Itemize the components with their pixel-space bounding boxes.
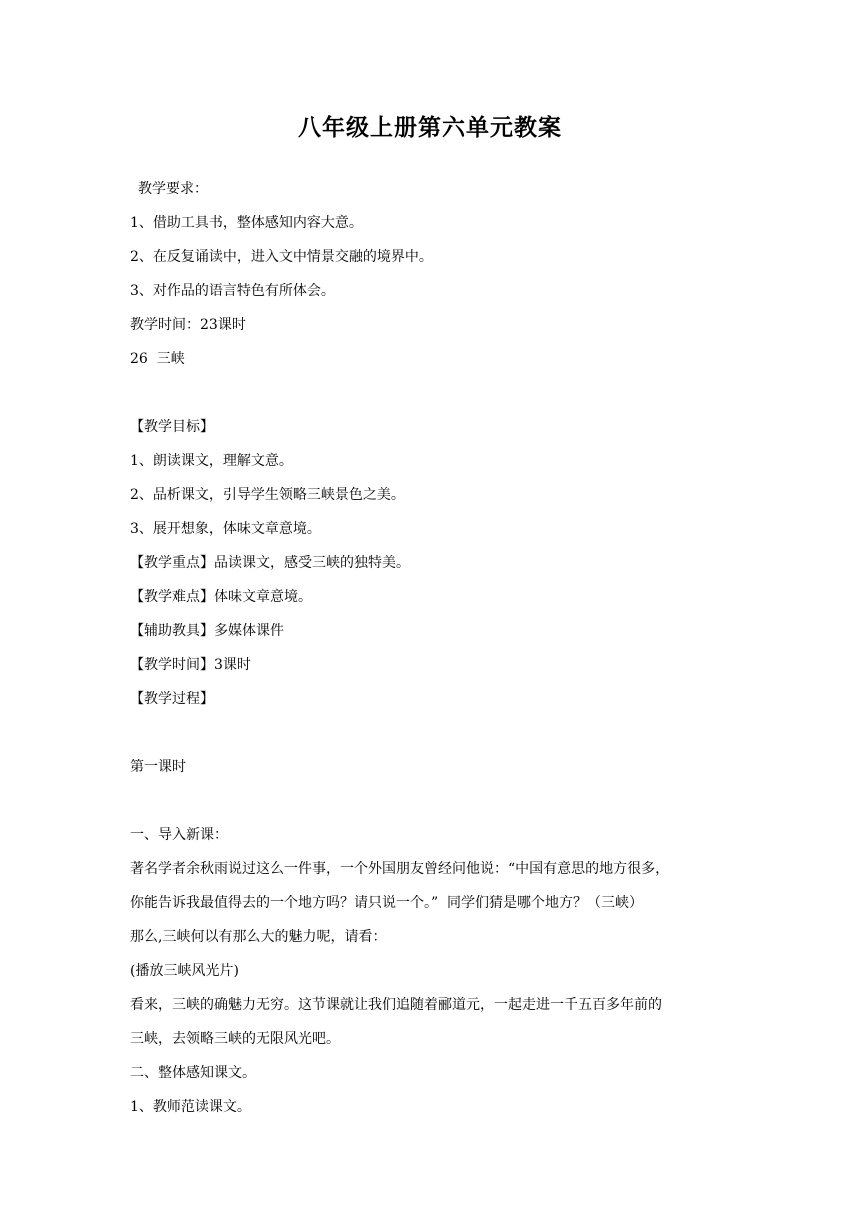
teaching-aids: 【辅助教具】多媒体课件 xyxy=(130,623,284,639)
intro-line: 你能告诉我最值得去的一个地方吗？请只说一个。” 同学们猜是哪个地方？（三峡） xyxy=(130,895,644,911)
section-item: 1、教师范读课文。 xyxy=(130,1099,251,1115)
objectives-heading: 【教学目标】 xyxy=(130,419,214,435)
requirements-heading: 教学要求： xyxy=(138,181,208,197)
document-body xyxy=(130,172,740,1124)
first-period: 第一课时 xyxy=(130,759,186,775)
intro-line: (播放三峡风光片) xyxy=(130,963,239,979)
requirement-item: 3、对作品的语言特色有所体会。 xyxy=(130,283,335,299)
section-heading: 二、整体感知课文。 xyxy=(130,1065,256,1081)
document-title: 八年级上册第六单元教案 xyxy=(298,114,562,141)
intro-line: 三峡，去领略三峡的无限风光吧。 xyxy=(130,1031,340,1047)
blank-line xyxy=(130,716,740,750)
intro-line: 著名学者余秋雨说过这么一件事，一个外国朋友曾经问他说：“中国有意思的地方很多， xyxy=(130,861,670,877)
section-heading: 一、导入新课： xyxy=(130,827,228,843)
requirement-item: 2、在反复诵读中，进入文中情景交融的境界中。 xyxy=(130,249,433,265)
blank-line xyxy=(130,784,740,818)
requirement-item: 1、借助工具书，整体感知内容大意。 xyxy=(130,215,363,231)
blank-line xyxy=(130,376,740,410)
lesson-time: 【教学时间】3课时 xyxy=(130,657,251,673)
intro-line: 那么,三峡何以有那么大的魅力呢，请看： xyxy=(130,929,387,945)
intro-line: 看来，三峡的确魅力无穷。这节课就让我们追随着郦道元，一起走进一千五百多年前的 xyxy=(130,997,662,1013)
lesson-title: 26 三峡 xyxy=(130,351,185,367)
objective-item: 1、朗读课文，理解文意。 xyxy=(130,453,293,469)
process-heading: 【教学过程】 xyxy=(130,691,214,707)
key-point: 【教学重点】品读课文，感受三峡的独特美。 xyxy=(130,555,410,571)
difficult-point: 【教学难点】体味文章意境。 xyxy=(130,589,312,605)
objective-item: 2、品析课文，引导学生领略三峡景色之美。 xyxy=(130,487,405,503)
teaching-time: 教学时间：23课时 xyxy=(130,317,246,333)
objective-item: 3、展开想象，体味文章意境。 xyxy=(130,521,321,537)
